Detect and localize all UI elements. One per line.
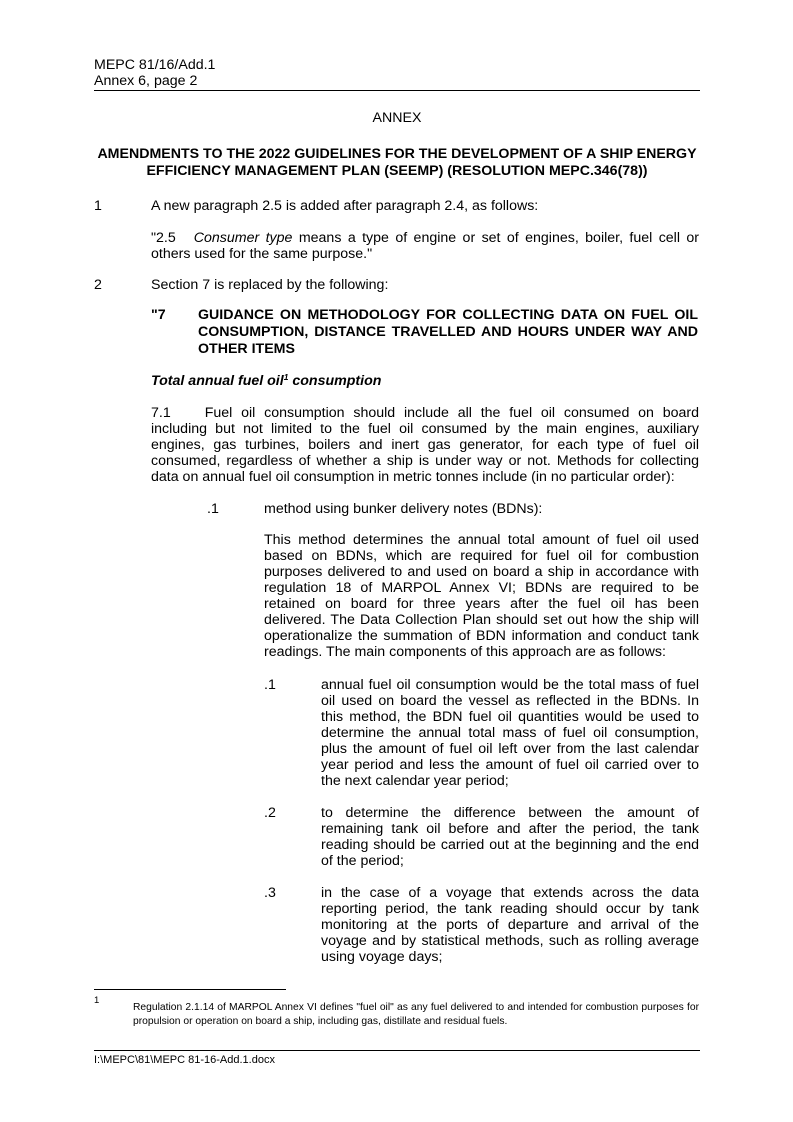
quoted-definition: [151, 230, 699, 262]
paragraph-text: Fuel oil consumption should include all the fuel oil consumed on board including but not limited to the fuel oil consumed by the main engines, auxiliary engines, gas turbines, boilers and inert gas generator, for each type of fuel oil consumed, regardless of whether a ship is under way or not. Methods for collecting data on annual fuel oil consumption in metric tonnes include (in no particular order):: [151, 405, 699, 485]
paragraph-text: Section 7 is replaced by the following:: [151, 277, 389, 293]
sub-item-number: .3: [264, 885, 276, 901]
footnote-text: Regulation 2.1.14 of MARPOL Annex VI defines "fuel oil" as any fuel delivered to and intended for combustion purposes for propulsion or operation on board a ship, including gas, distillate and residual fuels.: [133, 1002, 699, 1027]
sub-item-number: .2: [264, 805, 276, 821]
section-title: GUIDANCE ON METHODOLOGY FOR COLLECTING DATA ON FUEL OIL CONSUMPTION, DISTANCE TRAVELLED AND HOURS UNDER WAY AND OTHER ITEMS: [198, 307, 698, 357]
section-number: "7: [151, 307, 166, 323]
page-header: [94, 57, 700, 91]
list-item-title: method using bunker delivery notes (BDNs):: [264, 501, 543, 517]
sub-item-text: to determine the difference between the amount of remaining tank oil before and after the period, the tank reading should be carried out at the beginning and the end of the period;: [321, 805, 699, 869]
paragraph-number: 2: [94, 277, 102, 293]
footer-file-path: I:\MEPC\81\MEPC 81-16-Add.1.docx: [94, 1054, 275, 1066]
definition-text: means a type of engine or set of engines, boiler, fuel cell or others used for the same purpose.": [151, 230, 700, 262]
subheading-text: Total annual fuel oil: [151, 373, 284, 389]
list-item-number: .1: [207, 501, 219, 517]
document-title: AMENDMENTS TO THE 2022 GUIDELINES FOR THE DEVELOPMENT OF A SHIP ENERGY EFFICIENCY MANAGEMENT PLAN (SEEMP) (RESOLUTION MEPC.346(78)): [97, 146, 697, 179]
sub-item-number: .1: [264, 677, 276, 693]
paragraph-number: 7.1: [151, 405, 171, 421]
sub-item-text: in the case of a voyage that extends across the data reporting period, the tank reading should occur by tank monitoring at the ports of departure and arrival of the voyage and by statistical methods, such as rolling average using voyage days;: [321, 885, 699, 965]
subheading-text-end: consumption: [288, 373, 382, 389]
document-symbol: MEPC 81/16/Add.1: [94, 57, 216, 73]
footnote-reference: 1: [283, 372, 289, 382]
subheading: [151, 373, 381, 389]
footnote-separator: [94, 989, 286, 990]
paragraph-text: A new paragraph 2.5 is added after paragraph 2.4, as follows:: [151, 198, 539, 214]
annex-heading: ANNEX: [372, 110, 422, 126]
footer-separator: [94, 1050, 700, 1051]
definition-number: "2.5: [151, 230, 176, 246]
footnote-number: 1: [94, 995, 100, 1006]
sub-item-text: annual fuel oil consumption would be the total mass of fuel oil used on board the vessel as reflected in the BDNs. In this method, the BDN fuel oil quantities would be used to determine the annual total mass of fuel oil consumption, plus the amount of fuel oil left over from the last calendar year period and less the amount of fuel oil carried over to the next calendar year period;: [321, 677, 699, 789]
paragraph-number: 1: [94, 198, 102, 214]
page-reference: Annex 6, page 2: [94, 73, 198, 89]
list-item-body: This method determines the annual total amount of fuel oil used based on BDNs, which are required for fuel oil for combustion purposes delivered to and used on board a ship in accordance with regulation 18 of MARPOL Annex VI; BDNs are required to be retained on board for three years after the fuel oil has been delivered. The Data Collection Plan should set out how the ship will operationalize the summation of BDN information and conduct tank readings. The main components of this approach are as follows:: [264, 532, 699, 660]
definition-term: Consumer type: [193, 230, 293, 246]
paragraph-7-1: [151, 405, 699, 485]
